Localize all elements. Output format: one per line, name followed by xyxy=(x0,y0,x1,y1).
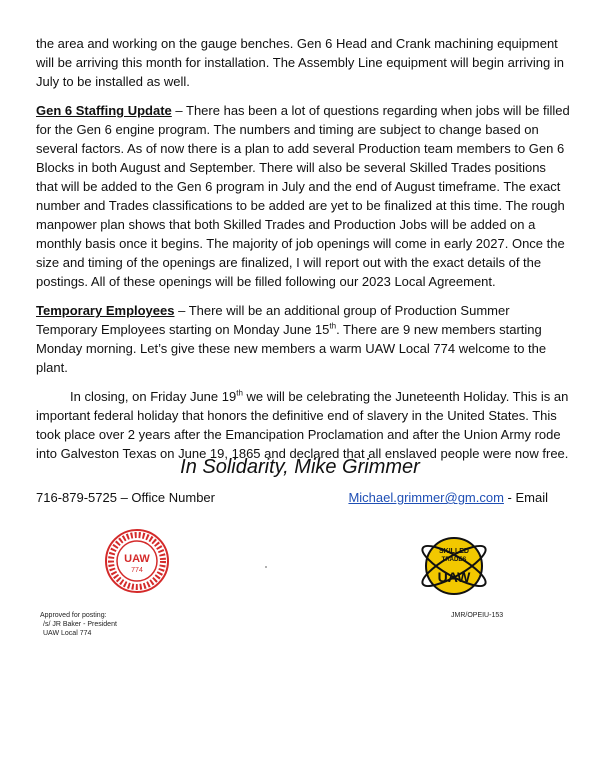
closing-sup: th xyxy=(236,388,243,398)
approval-signed: /s/ JR Baker - President xyxy=(43,621,117,628)
email-link[interactable]: Michael.grimmer@gm.com xyxy=(348,490,504,505)
stray-mark xyxy=(265,566,267,568)
uaw-774-logo xyxy=(104,528,170,594)
staffing-paragraph xyxy=(36,101,570,291)
approval-block xyxy=(40,611,117,638)
temporary-body-a: – There will be an additional group of Production Summer Temporary Employees starting on Monday June 15 xyxy=(36,303,510,337)
logo-right-text-top: SKILLED xyxy=(439,548,469,555)
closing-paragraph xyxy=(36,387,570,463)
email-contact xyxy=(348,490,548,505)
approval-line: Approved for posting: xyxy=(40,612,107,619)
union-code: JMR/OPEIU-153 xyxy=(451,612,504,619)
signoff: In Solidarity, Mike Grimmer xyxy=(180,456,420,478)
closing-part-a: In closing, on Friday June 19 xyxy=(70,389,237,404)
closing-part-b: we will be celebrating the Juneteenth Holiday. This is an important federal holiday that honors the definitive end of slavery in the United States. This took place over 2 years after the Emancipation Proclamation and after the Union Army rode into Galveston Texas on June 19, 1865 and declared that all enslaved people were now free. xyxy=(36,389,569,461)
logo-right-text-bottom: UAW xyxy=(437,569,471,585)
staffing-heading: Gen 6 Staffing Update xyxy=(36,103,172,118)
temporary-body-b: . There are 9 new members starting Monday morning. Let’s give these new members a warm UAW Local 774 welcome to the plant. xyxy=(36,322,547,375)
logo-left-text-top: UAW xyxy=(124,553,150,565)
intro-paragraph: the area and working on the gauge benches. Gen 6 Head and Crank machining equipment will be arriving this month for installation. The Assembly Line equipment will begin arriving in July to be installed as well. xyxy=(36,36,564,89)
staffing-body: – There has been a lot of questions regarding when jobs will be filled for the Gen 6 engine program. The numbers and timing are subject to change based on several factors. As of now there is a plan to add several Production team members to Gen 6 Blocks in both August and September. There will also be several Skilled Trades positions that will be added to the Gen 6 program in July and the end of August timeframe. The exact number and Trades classifications to be added are yet to be finalized at this time. The rough manpower plan shows that both Skilled Trades and Production Jobs will be added on a monthly basis once it begins. The majority of job openings will come in early 2027. Once the size and timing of the openings are finalized, I will report out with the exact details of the postings. All of these openings will be filled following our 2023 Local Agreement. xyxy=(36,103,570,289)
letter-body xyxy=(36,34,570,463)
email-suffix: - Email xyxy=(503,490,548,505)
approval-local: UAW Local 774 xyxy=(43,630,92,637)
logo-right-text-mid: TRADES xyxy=(441,557,467,563)
temporary-paragraph xyxy=(36,301,570,377)
phone-contact: 716-879-5725 – Office Number xyxy=(36,490,215,505)
logo-left-text-bottom: 774 xyxy=(131,567,143,574)
temporary-heading: Temporary Employees xyxy=(36,303,175,318)
temporary-sup: th xyxy=(329,321,337,331)
skilled-trades-logo xyxy=(416,528,492,604)
